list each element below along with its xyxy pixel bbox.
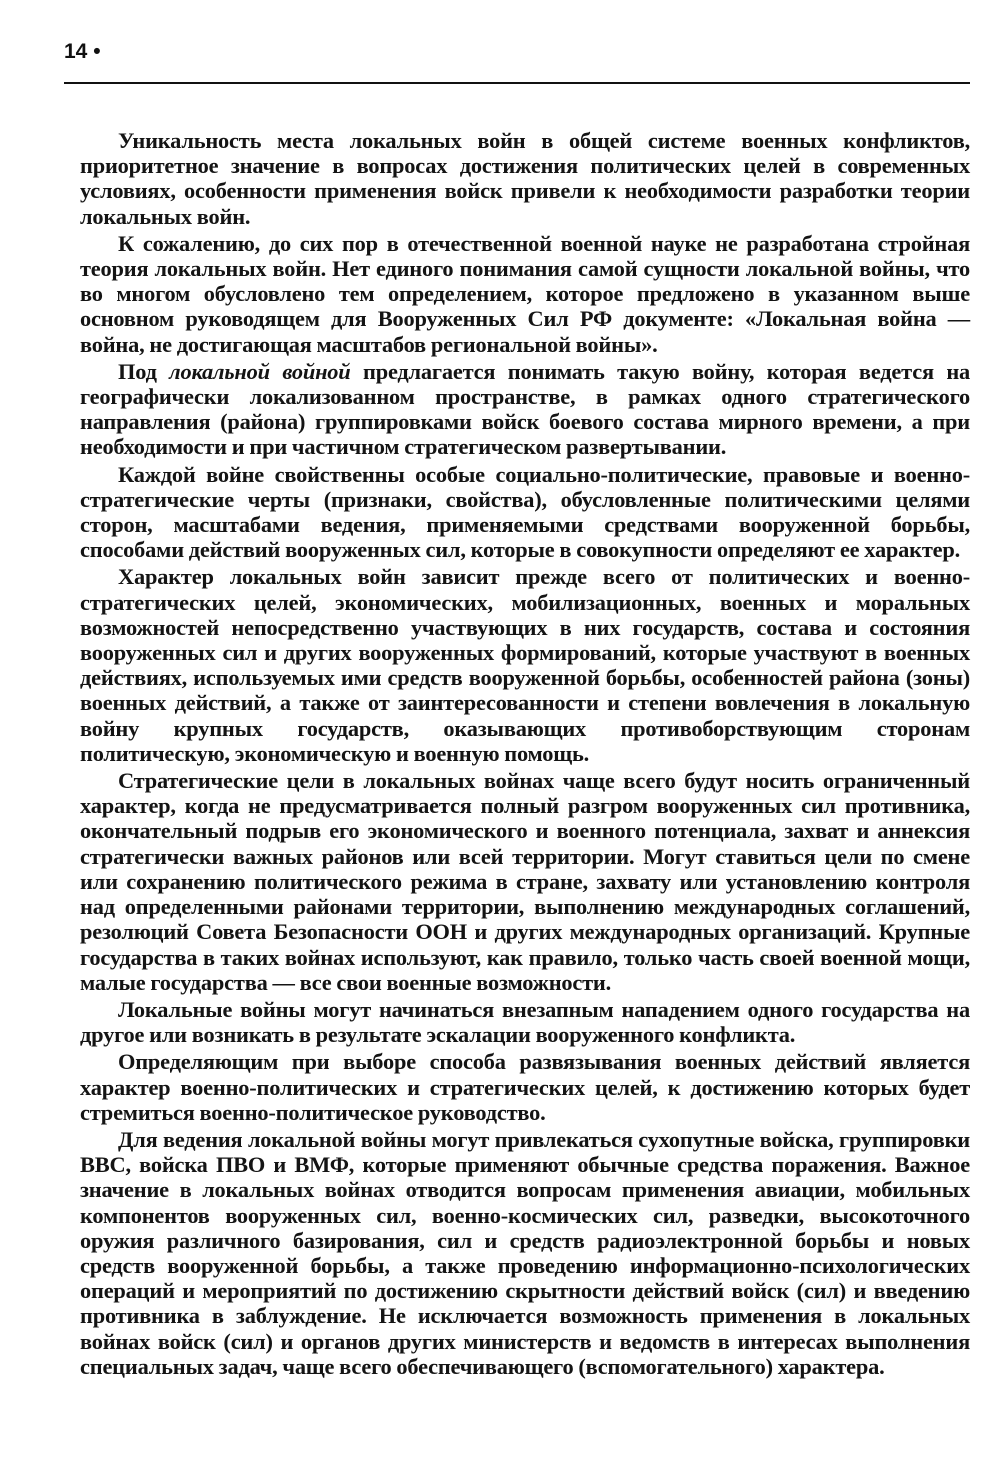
paragraph-2: К сожалению, до сих пор в отечественной военной науке не разработана стройная теория локальных войн. Нет единого понимания самой сущности локальной войны, что во многом обусловлено тем определением, которое предложено в указанном выше основном руководящем для Вооруженных Сил РФ документе: «Локальная война — война, не достигающая масштабов региональной войны». xyxy=(80,230,970,357)
body-text xyxy=(80,128,970,1379)
paragraph-5: Характер локальных войн зависит прежде всего от политических и военно-стратегических целей, экономических, мобилизационных, военных и моральных возможностей непосредственно участвующих в них государств, состава и состояния вооруженных сил и других вооруженных формирований, которые участвуют в военных действиях, используемых ими средств вооруженной борьбы, особенностей района (зоны) военных действий, а также от заинтересованности и степени вовлечения в локальную войну крупных государств, оказывающих противоборствующим сторонам политическую, экономическую и военную помощь. xyxy=(80,564,970,766)
paragraph-3-start: Под xyxy=(118,358,170,384)
header-rule xyxy=(64,82,970,84)
page-number-header: 14 • xyxy=(64,40,101,63)
paragraph-3 xyxy=(80,359,970,460)
term-local-war: локальной войной xyxy=(169,358,351,384)
paragraph-4: Каждой войне свойственны особые социально-политические, правовые и военно-стратегические черты (признаки, свойства), обусловленные политическими целями сторон, масштабами ведения, применяемыми средствами вооруженной борьбы, способами действий вооруженных сил, которые в совокупности определяют ее характер. xyxy=(80,461,970,563)
paragraph-7: Локальные войны могут начинаться внезапным нападением одного государства на другое или возникать в результате эскалации вооруженного конфликта. xyxy=(80,996,970,1048)
paragraph-3-rest: предлагается понимать такую войну, которая ведется на географически локализованном пространстве, в рамках одного стратегического направления (района) группировками войск боевого состава мирного времени, а при необходимости и при частичном стратегическом развертывании. xyxy=(80,358,971,460)
paragraph-1: Уникальность места локальных войн в общей системе военных конфликтов, приоритетное значение в вопросах достижения политических целей в современных условиях, особенности применения войск привели к необходимости разработки теории локальных войн. xyxy=(80,128,970,229)
paragraph-9: Для ведения локальной войны могут привлекаться сухопутные войска, группировки ВВС, войска ПВО и ВМФ, которые применяют обычные средства поражения. Важное значение в локальных войнах отводится вопросам применения авиации, мобильных компонентов вооруженных сил, военно-космических сил, разведки, высокоточного оружия различного базирования, сил и средств радиоэлектронной борьбы и новых средств вооруженной борьбы, а также проведению информационно-психологических операций и мероприятий по достижению скрытности действий войск (сил) и введению противника в заблуждение. Не исключается возможность применения в локальных войнах войск (сил) и органов других министерств и ведомств в интересах выполнения специальных задач, чаще всего обеспечивающего (вспомогательного) характера. xyxy=(80,1126,970,1379)
paragraph-8: Определяющим при выборе способа развязывания военных действий является характер военно-политических и стратегических целей, к достижению которых будет стремиться военно-политическое руководство. xyxy=(80,1049,970,1125)
paragraph-6: Стратегические цели в локальных войнах чаще всего будут носить ограниченный характер, когда не предусматривается полный разгром вооруженных сил противника, окончательный подрыв его экономического и военного потенциала, захват и аннексия стратегически важных районов или всей территории. Могут ставиться цели по смене или сохранению политического режима в стране, захвату или установлению контроля над определенными районами территории, выполнению международных соглашений, резолюций Совета Безопасности ООН и других международных организаций. Крупные государства в таких войнах используют, как правило, только часть своей военной мощи, малые государства — все свои военные возможности. xyxy=(80,768,970,995)
